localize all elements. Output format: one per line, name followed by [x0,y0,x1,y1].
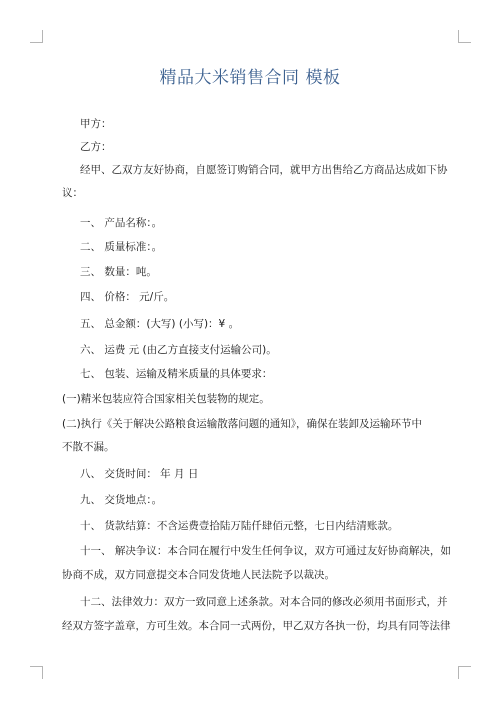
clause-2-quality-standard: 二、 质量标准：。 [80,241,163,253]
clause-10-payment: 十、 货款结算：不含运费壹拾陆万陆仟肆佰元整，七日内结清账款。 [80,520,399,532]
clause-9-delivery-place: 九、 交货地点：。 [80,494,163,506]
clause-7-sub-2-line-2: 不散不漏。 [62,441,115,453]
crop-mark-bottom-right [458,666,471,679]
clause-11-disputes-line-1: 十一、 解决争议：本合同在履行中发生任何争议，双方可通过友好协商解决，如 [80,545,451,557]
clause-12-legal-effect-line-2: 经双方签字盖章，方可生效。本合同一式两份，甲乙双方各执一份，均具有同等法律 [62,620,451,632]
party-a-line: 甲方： [80,118,112,130]
intro-line-2: 议： [62,187,83,199]
clause-7-packaging: 七、 包装、运输及精米质量的具体要求： [80,368,273,380]
clause-7-sub-1: (一)精米包装应符合国家相关包装物的规定。 [62,393,270,405]
crop-mark-top-right [458,30,471,43]
crop-mark-bottom-left [30,666,43,679]
clause-6-freight: 六、 运费 元 (由乙方直接支付运输公司)。 [80,344,277,356]
clause-7-sub-2-line-1: (二)执行《关于解决公路粮食运输散落问题的通知》，确保在装卸及运输环节中 [62,418,422,430]
document-title: 精品大米销售合同 模板 [159,68,341,88]
clause-4-price: 四、 价格： 元/斤。 [80,291,175,303]
clause-5-total-amount: 五、 总金额：(大写) (小写)：¥ 。 [80,318,240,330]
clause-11-disputes-line-2: 协商不成，双方同意提交本合同发货地人民法院予以裁决。 [62,569,335,581]
intro-line-1: 经甲、乙双方友好协商，自愿签订购销合同，就甲方出售给乙方商品达成如下协 [80,164,448,176]
clause-1-product-name: 一、 产品名称：。 [80,217,163,229]
clause-8-delivery-time: 八、 交货时间： 年 月 日 [80,468,199,480]
clause-3-quantity: 三、 数量：吨。 [80,266,157,278]
crop-mark-top-left [30,30,43,43]
clause-12-legal-effect-line-1: 十二、法律效力：双方一致同意上述条款。对本合同的修改必须用书面形式，并 [80,596,448,608]
party-b-line: 乙方： [80,141,112,153]
